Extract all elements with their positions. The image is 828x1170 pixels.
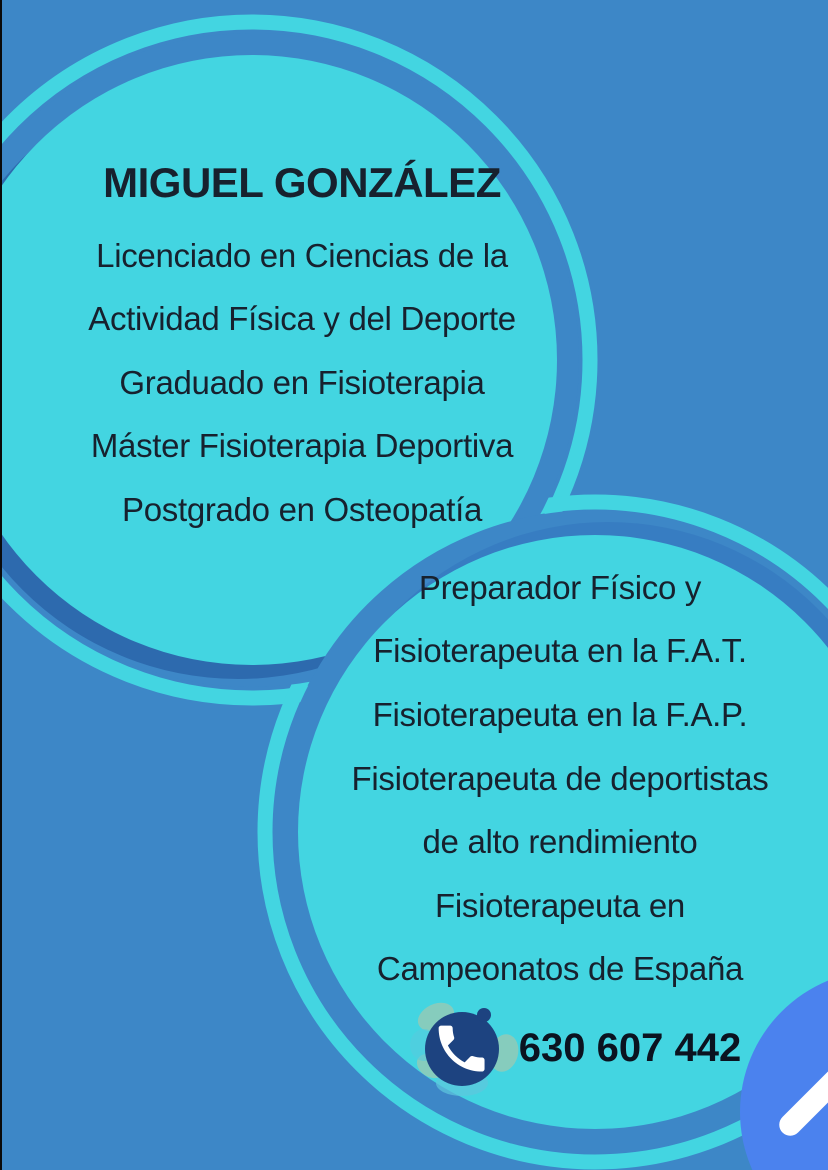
phone-badge-dot [477, 1008, 491, 1022]
credential-line: Graduado en Fisioterapia [119, 363, 485, 401]
credential-line: Fisioterapeuta de deportistas [351, 759, 769, 797]
credential-line: Fisioterapeuta en [435, 886, 685, 924]
phone-badge-circle [425, 1012, 499, 1086]
credential-line: Fisioterapeuta en la F.A.P. [372, 695, 748, 733]
screen-edge-strip [0, 0, 2, 1170]
credential-line: Campeonatos de España [376, 950, 744, 988]
person-name-title: MIGUEL GONZÁLEZ [103, 159, 501, 206]
phone-number: 630 607 442 [518, 1025, 742, 1070]
credential-line: Máster Fisioterapia Deportiva [90, 427, 514, 465]
credential-line: Fisioterapeuta en la F.A.T. [373, 632, 747, 670]
credential-line: Preparador Físico y [418, 568, 702, 606]
credential-line: Actividad Física y del Deporte [88, 300, 516, 338]
credential-line: Licenciado en Ciencias de la [96, 236, 508, 274]
top-circle-text [0, 152, 604, 542]
credential-line: Postgrado en Osteopatía [121, 490, 483, 528]
credential-line: de alto rendimiento [422, 823, 698, 861]
bottom-circle-text [258, 556, 828, 1001]
